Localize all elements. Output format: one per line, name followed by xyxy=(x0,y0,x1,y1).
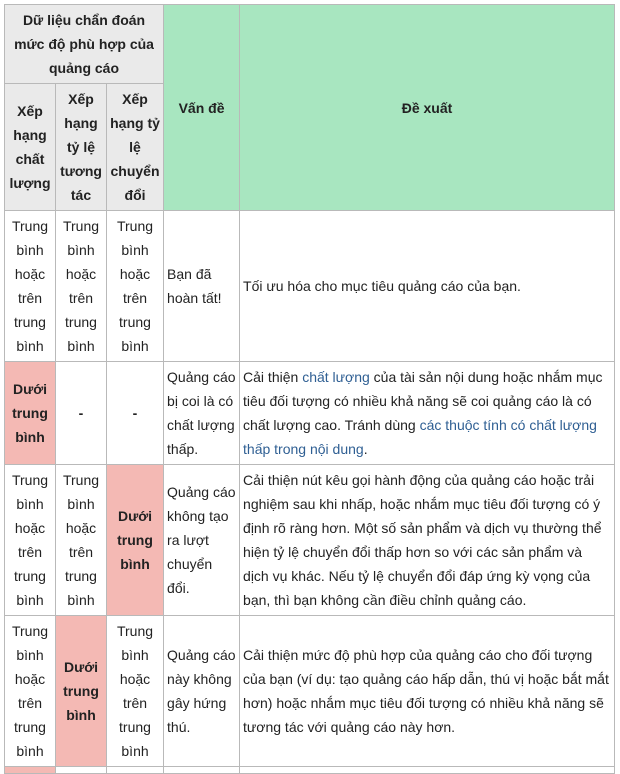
header-engagement-ranking: Xếp hạng tỷ lệ tương tác xyxy=(56,84,107,211)
cell-conversion: Trung bình hoặc trên trung bình xyxy=(107,211,164,362)
cell-quality: Trung bình hoặc trên trung bình xyxy=(5,211,56,362)
cell-engagement: - xyxy=(56,362,107,465)
suggestion-text: Cải thiện xyxy=(243,369,303,385)
cell-partial xyxy=(5,767,56,774)
table-row-partial xyxy=(5,767,615,774)
header-quality-ranking: Xếp hạng chất lượng xyxy=(5,84,56,211)
header-diagnostics-group: Dữ liệu chẩn đoán mức độ phù hợp của quảng cáo xyxy=(5,5,164,84)
cell-issue: Bạn đã hoàn tất! xyxy=(164,211,240,362)
quality-link[interactable]: chất lượng xyxy=(302,369,370,385)
table-row xyxy=(5,362,615,465)
cell-engagement-below-average: Dưới trung bình xyxy=(56,616,107,767)
cell-quality: Trung bình hoặc trên trung bình xyxy=(5,465,56,616)
header-issue: Vấn đề xyxy=(164,5,240,211)
suggestion-text: của tài sản nội dung hoặc nhắm mục tiêu đối tượng có nhiều khả năng sẽ coi quảng cáo là có chất lượng cao. Tránh dùng xyxy=(243,369,603,433)
cell-engagement: Trung bình hoặc trên trung bình xyxy=(56,465,107,616)
cell-partial xyxy=(164,767,240,774)
cell-conversion-below-average: Dưới trung bình xyxy=(107,465,164,616)
cell-engagement: Trung bình hoặc trên trung bình xyxy=(56,211,107,362)
cell-quality-below-average: Dưới trung bình xyxy=(5,362,56,465)
low-quality-attributes-link[interactable]: các thuộc tính có chất lượng thấp trong nội dung xyxy=(243,417,597,457)
cell-conversion: - xyxy=(107,362,164,465)
cell-partial xyxy=(56,767,107,774)
ad-relevance-table xyxy=(4,4,615,774)
table-row xyxy=(5,465,615,616)
cell-conversion: Trung bình hoặc trên trung bình xyxy=(107,616,164,767)
cell-issue: Quảng cáo này không gây hứng thú. xyxy=(164,616,240,767)
cell-partial xyxy=(107,767,164,774)
cell-partial xyxy=(240,767,615,774)
cell-issue: Quảng cáo không tạo ra lượt chuyển đổi. xyxy=(164,465,240,616)
cell-suggestion: Cải thiện nút kêu gọi hành động của quảng cáo hoặc trải nghiệm sau khi nhấp, hoặc nhắm mục tiêu đối tượng có ý định rõ ràng hơn. Một số sản phẩm và dịch vụ thường thể hiện tỷ lệ chuyển đổi thấp hơn so với các sản phẩm và dịch vụ khác. Nếu tỷ lệ chuyển đổi đáp ứng kỳ vọng của bạn, thì bạn không cần điều chỉnh quảng cáo. xyxy=(240,465,615,616)
suggestion-text: . xyxy=(363,441,368,457)
cell-quality: Trung bình hoặc trên trung bình xyxy=(5,616,56,767)
table-row xyxy=(5,616,615,767)
header-conversion-ranking: Xếp hạng tỷ lệ chuyển đổi xyxy=(107,84,164,211)
table-row xyxy=(5,211,615,362)
cell-suggestion: Tối ưu hóa cho mục tiêu quảng cáo của bạn. xyxy=(240,211,615,362)
cell-issue: Quảng cáo bị coi là có chất lượng thấp. xyxy=(164,362,240,465)
header-suggestion: Đề xuất xyxy=(240,5,615,211)
cell-suggestion xyxy=(240,362,615,465)
cell-suggestion: Cải thiện mức độ phù hợp của quảng cáo cho đối tượng của bạn (ví dụ: tạo quảng cáo hấp dẫn, thú vị hoặc bắt mắt hơn) hoặc nhắm mục tiêu đối tượng có nhiều khả năng sẽ tương tác với quảng cáo này hơn. xyxy=(240,616,615,767)
